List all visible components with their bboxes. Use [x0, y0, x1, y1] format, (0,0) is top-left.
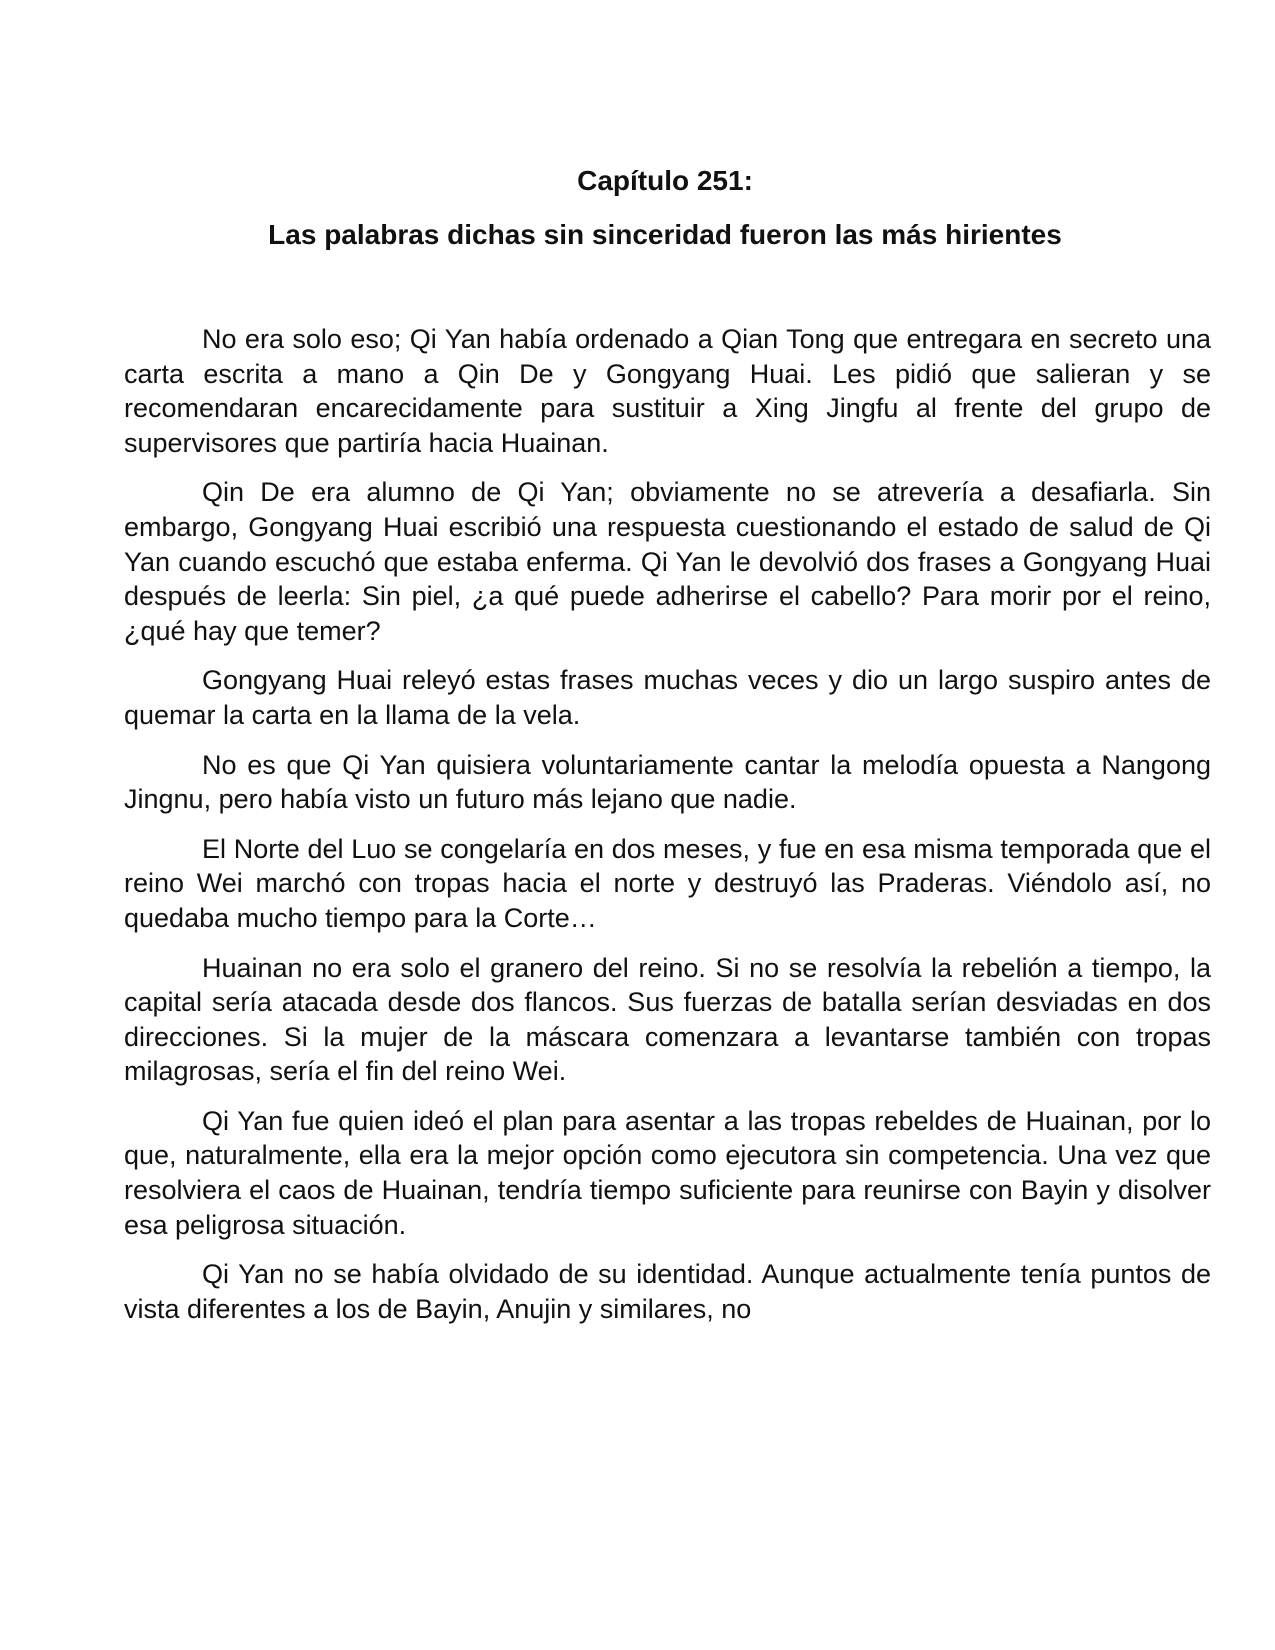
paragraph-7: Qi Yan fue quien ideó el plan para asentar a las tropas rebeldes de Huainan, por lo que, naturalmente, ella era la mejor opción como ejecutora sin competencia. Una vez que resolviera el caos de Huainan, tendría tiempo suficiente para reunirse con Bayin y disolver esa peligrosa situación. [124, 1105, 1211, 1240]
paragraph-6: Huainan no era solo el granero del reino. Si no se resolvía la rebelión a tiempo, la capital sería atacada desde dos flancos. Sus fuerzas de batalla serían desviadas en dos direcciones. Si la mujer de la máscara comenzara a levantarse también con tropas milagrosas, sería el fin del reino Wei. [124, 952, 1211, 1087]
chapter-title: Las palabras dichas sin sinceridad fueron las más hirientes [268, 219, 1062, 250]
body-text [124, 322, 1211, 1341]
paragraph-8: Qi Yan no se había olvidado de su identidad. Aunque actualmente tenía puntos de vista diferentes a los de Bayin, Anujin y similares, no [124, 1259, 1211, 1324]
chapter-number: Capítulo 251: [577, 165, 753, 196]
paragraph-3: Gongyang Huai releyó estas frases muchas veces y dio un largo suspiro antes de quemar la carta en la llama de la vela. [124, 665, 1211, 730]
paragraph-5: El Norte del Luo se congelaría en dos meses, y fue en esa misma temporada que el reino Wei marchó con tropas hacia el norte y destruyó las Praderas. Viéndolo así, no quedaba mucho tiempo para la Corte… [124, 833, 1211, 933]
paragraph-1: No era solo eso; Qi Yan había ordenado a Qian Tong que entregara en secreto una carta escrita a mano a Qin De y Gongyang Huai. Les pidió que salieran y se recomendaran encarecidamente para sustituir a Xing Jingfu al frente del grupo de supervisores que partiría hacia Huainan. [124, 324, 1211, 458]
paragraph-2: Qin De era alumno de Qi Yan; obviamente no se atrevería a desafiarla. Sin embargo, Gongyang Huai escribió una respuesta cuestionando el estado de salud de Qi Yan cuando escuchó que estaba enferma. Qi Yan le devolvió dos frases a Gongyang Huai después de leerla: Sin piel, ¿a qué puede adherirse el cabello? Para morir por el reino, ¿qué hay que temer? [124, 477, 1211, 646]
paragraph-4: No es que Qi Yan quisiera voluntariamente cantar la melodía opuesta a Nangong Jingnu, pero había visto un futuro más lejano que nadie. [124, 749, 1211, 815]
